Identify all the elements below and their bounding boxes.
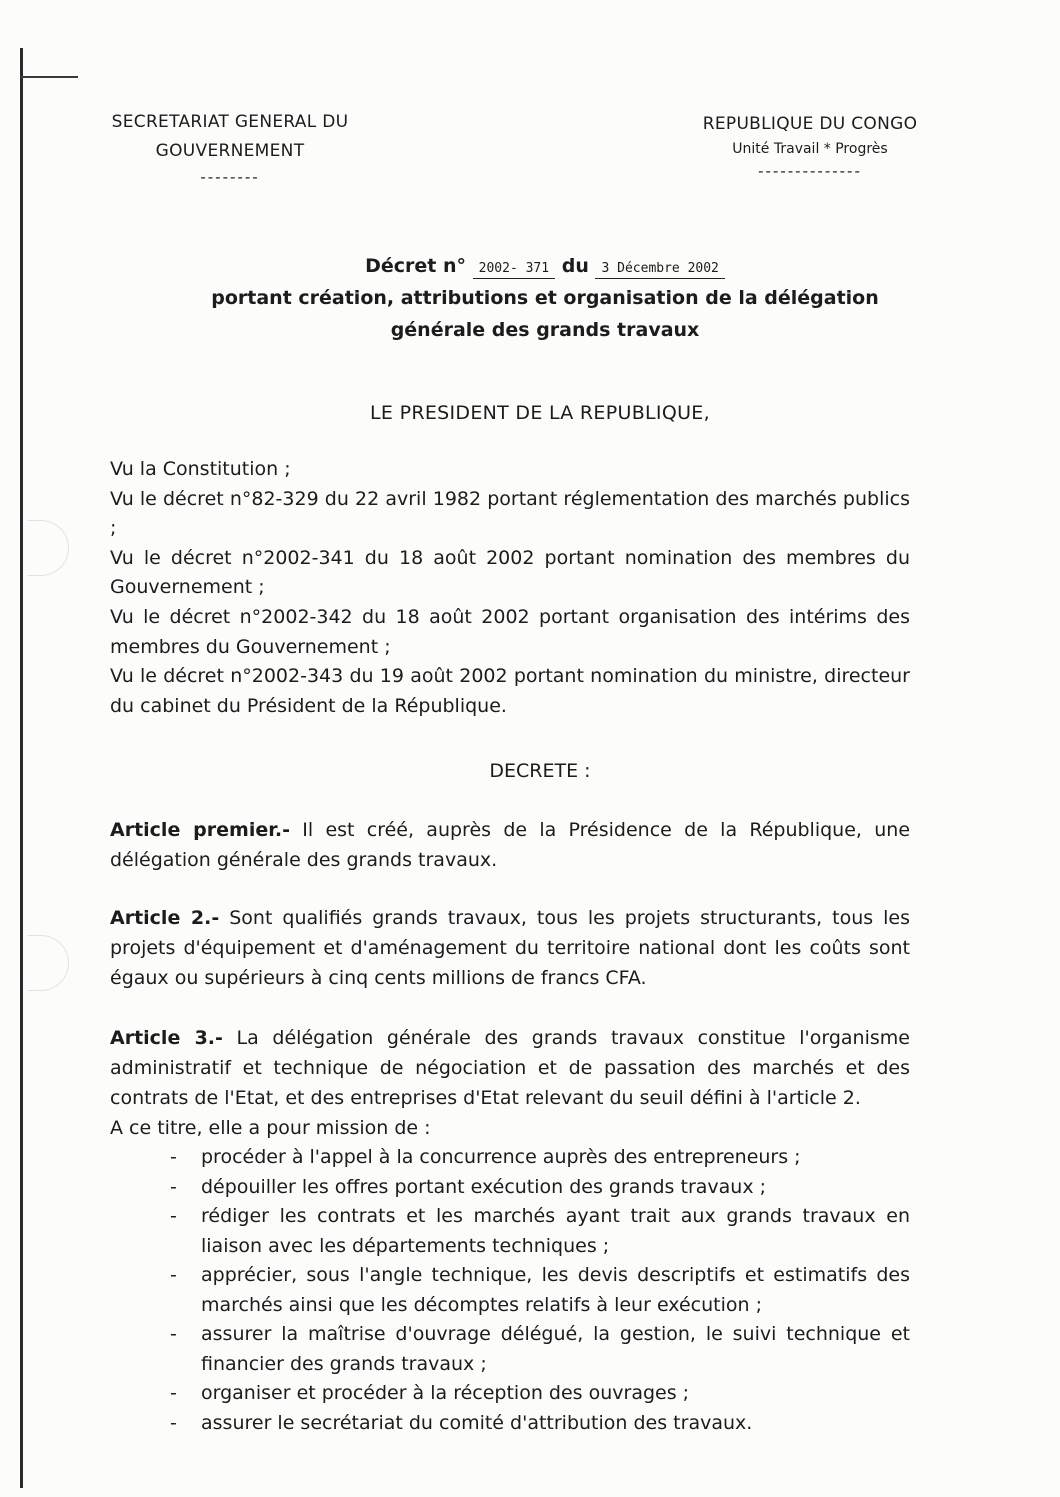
visa-item: Vu le décret n°2002-342 du 18 août 2002 portant organisation des intérims des membres du Gouvernement ; (110, 605, 910, 658)
mission-item: - assurer la maîtrise d'ouvrage délégué, la gestion, le suivi technique et financier des grands travaux ; (170, 1320, 910, 1379)
visa-item: Vu le décret n°82-329 du 22 avril 1982 portant réglementation des marchés publics ; (110, 487, 910, 540)
decree-number: 2002- 371 (473, 260, 555, 279)
scan-margin-tick (20, 76, 78, 78)
header-issuer-line1: SECRETARIAT GENERAL DU (111, 112, 349, 132)
header-country-separator: -------------- (758, 162, 862, 180)
mission-item: - dépouiller les offres portant exécution des grands travaux ; (170, 1173, 910, 1203)
header-country (660, 110, 960, 182)
mission-item: - apprécier, sous l'angle technique, les devis descriptifs et estimatifs des marchés ainsi que les décomptes relatifs à leur exécution ; (170, 1261, 910, 1320)
decree-title (140, 250, 950, 346)
punch-hole-mark (28, 520, 69, 576)
header-country-name: REPUBLIQUE DU CONGO (702, 114, 918, 134)
article-text: La délégation générale des grands travaux constitue l'organisme administratif et technique de négociation et de passation des marchés et des contrats de l'Etat, et des entreprises d'Etat relevant du seuil défini à l'article 2. (110, 1027, 910, 1109)
visa-item: Vu le décret n°2002-343 du 19 août 2002 portant nomination du ministre, directeur du cabinet du Président de la République. (110, 665, 910, 717)
article-2 (110, 903, 910, 993)
article-1 (110, 815, 910, 875)
punch-hole-mark (28, 935, 69, 991)
mission-item: - organiser et procéder à la réception des ouvrages ; (170, 1379, 910, 1409)
visas-section (110, 455, 910, 721)
article-3 (110, 1023, 910, 1438)
decree-du: du (561, 255, 589, 277)
decree-title-line3: générale des grands travaux (390, 319, 700, 341)
decree-prefix: Décret n° (365, 255, 467, 277)
mission-item: - procéder à l'appel à la concurrence auprès des entrepreneurs ; (170, 1143, 910, 1173)
header-issuer-separator: -------- (200, 168, 260, 186)
article-label: Article 2.- (110, 907, 220, 929)
scan-margin-line (20, 48, 23, 1488)
header-issuer (80, 108, 380, 188)
decree-title-line1 (140, 250, 950, 282)
decree-date: 3 Décembre 2002 (595, 260, 724, 279)
article-text: Il est créé, auprès de la Présidence de la République, une délégation générale des grands travaux. (110, 819, 911, 871)
article-text: Sont qualifiés grands travaux, tous les projets structurants, tous les projets d'équipement et d'aménagement du territoire national dont les coûts sont égaux ou supérieurs à cinq cents millions de francs CFA. (110, 907, 910, 989)
mission-item: - assurer le secrétariat du comité d'attribution des travaux. (170, 1409, 910, 1439)
mission-item: - rédiger les contrats et les marchés ayant trait aux grands travaux en liaison avec les départements techniques ; (170, 1202, 910, 1261)
decrete-heading: DECRETE : (489, 760, 591, 782)
article-label: Article 3.- (110, 1027, 223, 1049)
mission-intro: A ce titre, elle a pour mission de : (110, 1117, 431, 1139)
decree-title-line2: portant création, attributions et organisation de la délégation (211, 287, 879, 309)
article-label: Article premier.- (110, 819, 291, 841)
header-country-motto: Unité Travail * Progrès (732, 141, 888, 157)
mission-list (110, 1143, 910, 1438)
visa-item: Vu la Constitution ; (110, 458, 291, 480)
president-heading: LE PRESIDENT DE LA REPUBLIQUE, (370, 402, 710, 424)
visa-item: Vu le décret n°2002-341 du 18 août 2002 portant nomination des membres du Gouvernement ; (110, 546, 910, 599)
header-issuer-line2: GOUVERNEMENT (155, 141, 305, 161)
